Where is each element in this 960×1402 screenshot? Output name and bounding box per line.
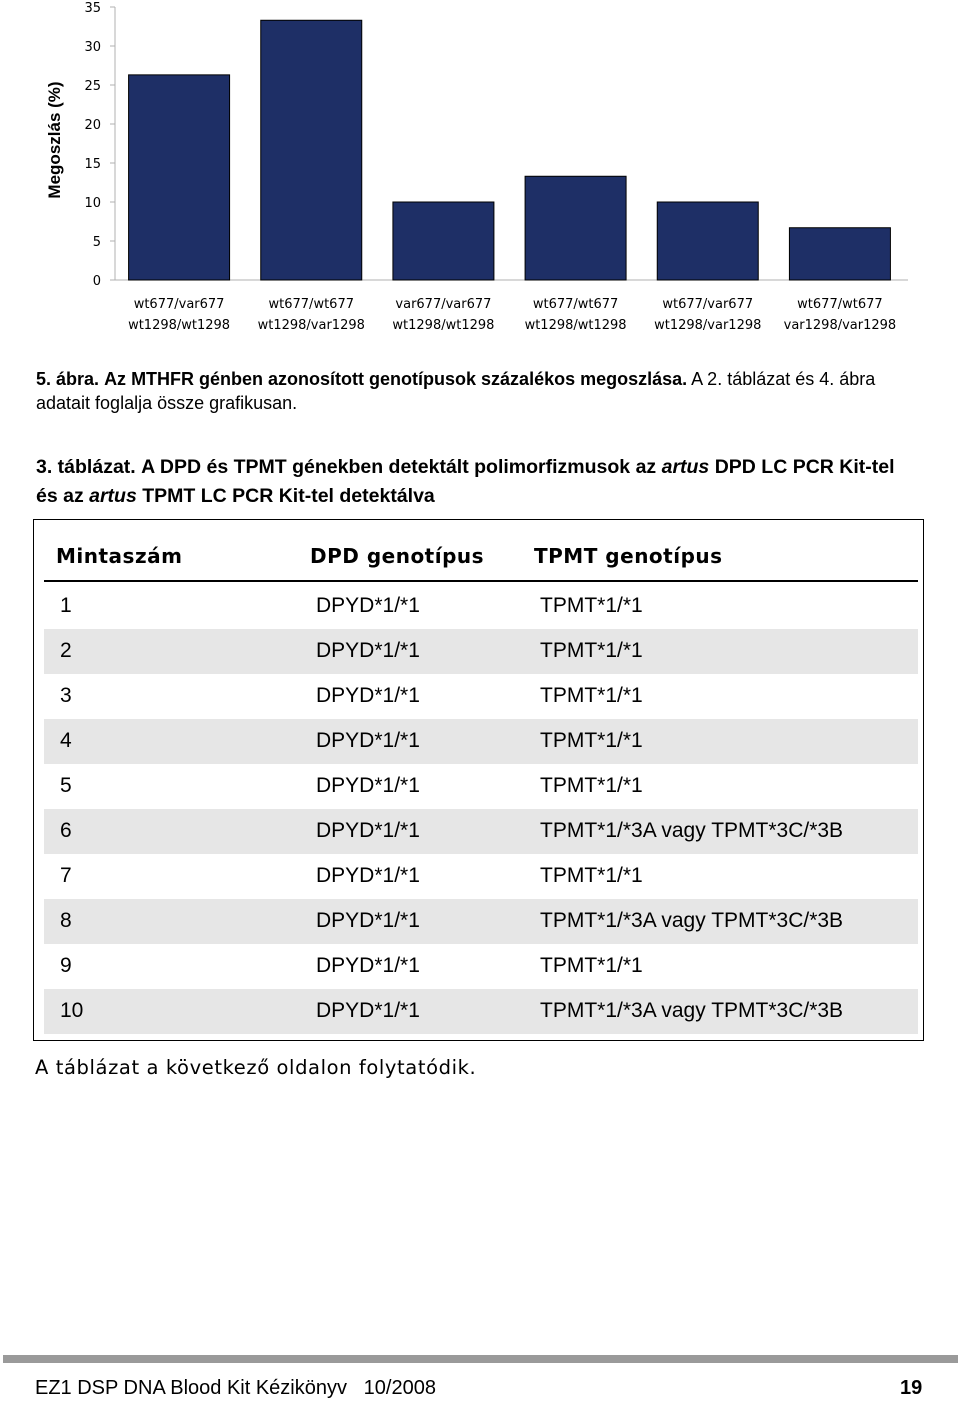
figure-caption-text: A 2. táblázat és 4. ábra adatait foglalja össze grafikusan. — [36, 369, 876, 413]
header-dpd-genotype: DPD genotípus — [310, 544, 485, 568]
x-category-label: var677/var677 — [395, 297, 492, 312]
table-caption-label: 3. táblázat. — [36, 456, 136, 478]
sample-number-cell: 2 — [60, 639, 72, 662]
figure-caption-title: Az MTHFR génben azonosított genotípusok százalékos megoszlása. — [104, 369, 688, 389]
y-tick-label: 25 — [84, 79, 101, 94]
page-number: 19 — [900, 1377, 923, 1399]
dpd-genotype-cell: DPYD*1/*1 — [316, 819, 420, 842]
x-category-label: wt677/wt677 — [268, 297, 354, 312]
table-row — [44, 764, 918, 809]
sample-number-cell: 4 — [60, 729, 72, 752]
dpd-genotype-cell: DPYD*1/*1 — [316, 864, 420, 887]
dpd-genotype-cell: DPYD*1/*1 — [316, 774, 420, 797]
y-tick-label: 0 — [92, 274, 101, 289]
table-caption — [36, 453, 916, 511]
y-tick-label: 30 — [84, 40, 101, 55]
sample-number-cell: 3 — [60, 684, 72, 707]
table-header — [44, 536, 918, 582]
y-tick-label: 15 — [84, 157, 101, 172]
sample-number-cell: 9 — [60, 954, 72, 977]
footer-divider — [3, 1355, 958, 1363]
table-caption-part3: TPMT LC PCR Kit-tel detektálva — [142, 485, 435, 507]
dpd-genotype-cell: DPYD*1/*1 — [316, 729, 420, 752]
table-caption-italic2: artus — [89, 485, 137, 507]
bar — [393, 202, 494, 280]
x-category-label: wt677/var677 — [662, 297, 754, 312]
dpd-genotype-cell: DPYD*1/*1 — [316, 684, 420, 707]
tpmt-genotype-cell: TPMT*1/*3A vagy TPMT*3C/*3B — [540, 819, 844, 842]
sample-number-cell: 7 — [60, 864, 72, 887]
bar — [129, 75, 230, 280]
table-row — [44, 944, 918, 989]
bar-series — [129, 20, 891, 280]
genotype-table — [33, 519, 924, 1041]
x-category-label: wt1298/var1298 — [257, 318, 365, 333]
header-tpmt-genotype: TPMT genotípus — [534, 544, 723, 568]
x-category-label: wt677/wt677 — [532, 297, 619, 312]
tpmt-genotype-cell: TPMT*1/*1 — [540, 729, 643, 752]
x-category-label: wt1298/wt1298 — [392, 318, 495, 333]
tpmt-genotype-cell: TPMT*1/*1 — [540, 594, 643, 617]
dpd-genotype-cell: DPYD*1/*1 — [316, 639, 420, 662]
x-category-label: var1298/var1298 — [783, 318, 897, 333]
x-category-label: wt1298/wt1298 — [128, 318, 231, 333]
tpmt-genotype-cell: TPMT*1/*3A vagy TPMT*3C/*3B — [540, 909, 844, 932]
figure-caption — [36, 367, 916, 415]
sample-number-cell: 5 — [60, 774, 72, 797]
table-row — [44, 584, 918, 629]
bar — [525, 176, 626, 280]
tpmt-genotype-cell: TPMT*1/*1 — [540, 954, 643, 977]
y-axis-label: Megoszlás (%) — [45, 81, 64, 199]
tpmt-genotype-cell: TPMT*1/*1 — [540, 774, 643, 797]
y-tick-label: 20 — [84, 118, 101, 133]
tpmt-genotype-cell: TPMT*1/*1 — [540, 684, 643, 707]
table-caption-italic1: artus — [661, 456, 710, 478]
table-caption-part1: A DPD és TPMT génekben detektált polimorfizmusok az — [141, 456, 657, 478]
footer-title: EZ1 DSP DNA Blood Kit Kézikönyv 10/2008 — [35, 1377, 436, 1399]
tpmt-genotype-cell: TPMT*1/*1 — [540, 864, 643, 887]
tpmt-genotype-cell: TPMT*1/*3A vagy TPMT*3C/*3B — [540, 999, 844, 1022]
bar-chart — [0, 0, 960, 345]
sample-number-cell: 1 — [60, 594, 72, 617]
y-tick-label: 5 — [92, 235, 101, 250]
figure-caption-label: 5. ábra. — [36, 369, 100, 389]
table-row — [44, 854, 918, 899]
table-row — [44, 674, 918, 719]
table-row — [44, 809, 918, 854]
table-caption-part2: DPD LC PCR Kit-tel és az — [36, 456, 895, 507]
dpd-genotype-cell: DPYD*1/*1 — [316, 999, 420, 1022]
dpd-genotype-cell: DPYD*1/*1 — [316, 594, 420, 617]
header-sample-number: Mintaszám — [56, 544, 183, 568]
sample-number-cell: 8 — [60, 909, 72, 932]
continuation-note: A táblázat a következő oldalon folytatódik. — [35, 1056, 477, 1079]
sample-number-cell: 6 — [60, 819, 72, 842]
y-tick-label: 10 — [84, 196, 101, 211]
x-category-label: wt1298/var1298 — [654, 318, 762, 333]
tpmt-genotype-cell: TPMT*1/*1 — [540, 639, 643, 662]
bar — [657, 202, 758, 280]
dpd-genotype-cell: DPYD*1/*1 — [316, 909, 420, 932]
sample-number-cell: 10 — [60, 999, 84, 1022]
table-row — [44, 899, 918, 944]
x-axis-labels — [128, 297, 896, 333]
y-tick-label: 35 — [84, 1, 101, 16]
dpd-genotype-cell: DPYD*1/*1 — [316, 954, 420, 977]
table-row — [44, 629, 918, 674]
table-row — [44, 719, 918, 764]
bar — [261, 20, 362, 280]
bar — [789, 228, 890, 280]
x-category-label: wt1298/wt1298 — [524, 318, 627, 333]
x-category-label: wt677/var677 — [133, 297, 225, 312]
x-category-label: wt677/wt677 — [797, 297, 883, 312]
table-row — [44, 989, 918, 1034]
